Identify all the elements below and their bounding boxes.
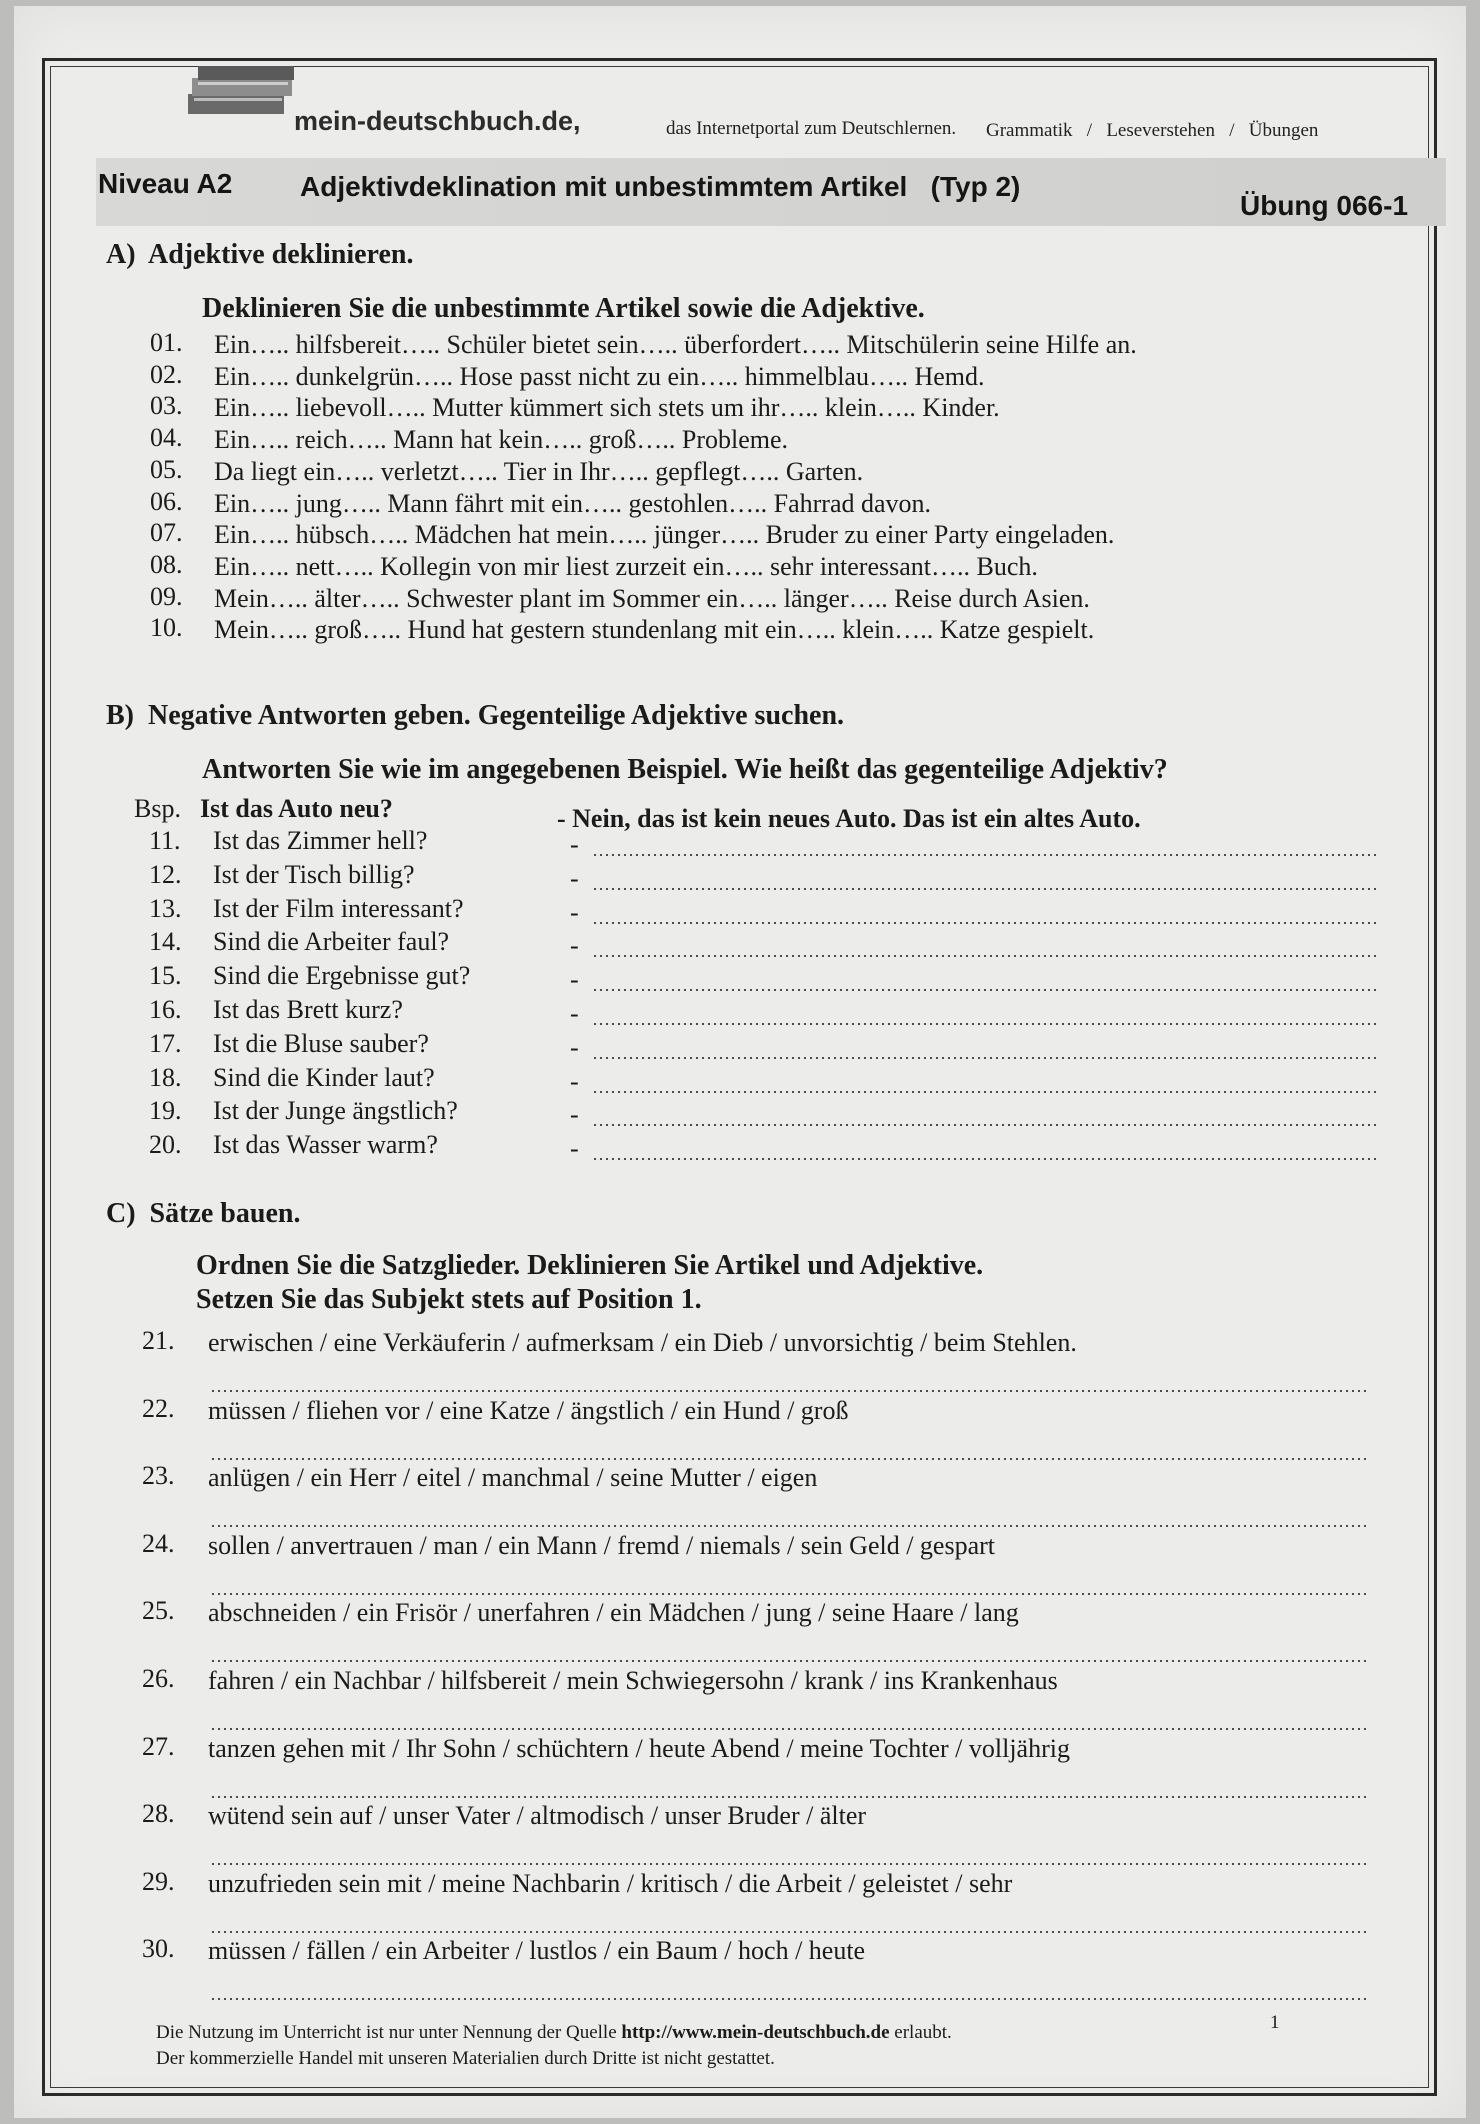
item-number: 30.: [142, 1934, 175, 1964]
item-sentence: Ein….. nett….. Kollegin von mir liest zurzeit ein….. sehr interessant….. Buch.: [214, 551, 1038, 581]
section-a-title: A) Adjektive deklinieren.: [106, 239, 414, 270]
item-question: Ist der Film interessant?: [213, 893, 464, 923]
answer-line[interactable]: [592, 1023, 1376, 1025]
answer-line[interactable]: [210, 1660, 1368, 1662]
nav-separator: /: [1086, 120, 1093, 141]
item-number: 23.: [142, 1461, 175, 1491]
answer-line[interactable]: [210, 1931, 1368, 1933]
answer-line[interactable]: [592, 1091, 1376, 1093]
item-number: 27.: [142, 1731, 175, 1761]
example-answer: - Nein, das ist kein neues Auto. Das ist ein altes Auto.: [557, 804, 1141, 833]
answer-line[interactable]: [592, 955, 1376, 957]
item-sentence: Ein….. hübsch….. Mädchen hat mein….. jünger….. Bruder zu einer Party eingeladen.: [214, 520, 1115, 550]
item-number: 17.: [149, 1028, 182, 1058]
item-number: 16.: [149, 995, 182, 1024]
item-question: Ist das Wasser warm?: [213, 1130, 438, 1160]
answer-dash: -: [570, 999, 579, 1028]
answer-dash: -: [570, 1032, 579, 1062]
level-label: Niveau A2: [98, 168, 233, 199]
item-number: 02.: [150, 359, 183, 389]
section-c-instruction-1: Ordnen Sie die Satzglieder. Deklinieren Sie Artikel und Adjektive.: [196, 1250, 984, 1281]
item-number: 04.: [150, 423, 183, 453]
nav-uebungen: Übungen: [1248, 120, 1319, 141]
item-number: 26.: [142, 1664, 175, 1693]
footer-url: http://www.mein-deutschbuch.de: [621, 2022, 890, 2043]
nav-leseverstehen: Leseverstehen: [1106, 120, 1215, 141]
answer-line[interactable]: [210, 1998, 1368, 2000]
item-number: 14.: [149, 927, 182, 957]
worksheet-page: [14, 6, 1466, 2118]
item-words: müssen / fällen / ein Arbeiter / lustlos / ein Baum / hoch / heute: [208, 1936, 866, 1966]
book-logo-icon: [184, 64, 302, 122]
item-number: 22.: [142, 1393, 175, 1423]
item-question: Sind die Arbeiter faul?: [213, 927, 450, 957]
footer-line-2: Der kommerzielle Handel mit unseren Materialien durch Dritte ist nicht gestattet.: [156, 2048, 775, 2069]
section-b-instruction: Antworten Sie wie im angegebenen Beispiel. Wie heißt das gegenteilige Adjektiv?: [202, 754, 1168, 785]
answer-line[interactable]: [592, 1057, 1376, 1059]
item-number: 21.: [142, 1326, 175, 1355]
answer-line[interactable]: [592, 922, 1376, 924]
site-brand: mein-deutschbuch.de,: [294, 106, 581, 136]
item-words: anlügen / ein Herr / eitel / manchmal / seine Mutter / eigen: [208, 1463, 818, 1493]
item-number: 05.: [150, 454, 183, 484]
footer-line-1: [156, 2022, 952, 2044]
item-number: 12.: [149, 859, 182, 889]
answer-line[interactable]: [592, 854, 1376, 856]
item-question: Ist der Junge ängstlich?: [213, 1096, 458, 1126]
item-number: 24.: [142, 1528, 175, 1558]
item-words: erwischen / eine Verkäuferin / aufmerksam / ein Dieb / unvorsichtig / beim Stehlen.: [208, 1328, 1077, 1357]
page-number: 1: [1270, 2012, 1280, 2033]
example-question: Ist das Auto neu?: [200, 794, 393, 823]
item-question: Ist das Zimmer hell?: [213, 826, 428, 855]
example-label: Bsp.: [134, 794, 181, 823]
answer-dash: -: [570, 965, 579, 995]
site-tagline: das Internetportal zum Deutschlernen.: [666, 118, 957, 139]
answer-dash: -: [570, 863, 579, 893]
item-sentence: Ein….. hilfsbereit….. Schüler bietet sein….. überfordert….. Mitschülerin seine Hilfe an.: [214, 330, 1137, 359]
answer-line[interactable]: [592, 1124, 1376, 1126]
exercise-number: Übung 066-1: [1240, 190, 1409, 221]
answer-dash: -: [570, 830, 579, 859]
item-sentence: Mein….. groß….. Hund hat gestern stundenlang mit ein….. klein….. Katze gespielt.: [214, 615, 1095, 645]
answer-line[interactable]: [210, 1728, 1368, 1730]
answer-line[interactable]: [210, 1390, 1368, 1392]
answer-line[interactable]: [210, 1458, 1368, 1460]
item-words: unzufrieden sein mit / meine Nachbarin / kritisch / die Arbeit / geleistet / sehr: [208, 1868, 1013, 1898]
item-number: 19.: [149, 1096, 182, 1126]
topic-title: Adjektivdeklination mit unbestimmtem Artikel (Typ 2): [300, 171, 1021, 202]
item-sentence: Ein….. liebevoll….. Mutter kümmert sich stets um ihr….. klein….. Kinder.: [214, 393, 1000, 423]
item-number: 28.: [142, 1799, 175, 1829]
item-words: abschneiden / ein Frisör / unerfahren / ein Mädchen / jung / seine Haare / lang: [208, 1598, 1019, 1628]
item-sentence: Ein….. dunkelgrün….. Hose passt nicht zu ein….. himmelblau….. Hemd.: [214, 361, 985, 391]
item-number: 20.: [149, 1130, 182, 1160]
item-words: müssen / fliehen vor / eine Katze / ängstlich / ein Hund / groß: [208, 1395, 849, 1425]
item-question: Ist die Bluse sauber?: [213, 1028, 429, 1058]
item-number: 10.: [150, 613, 183, 643]
item-question: Ist der Tisch billig?: [213, 859, 415, 889]
answer-dash: -: [570, 897, 579, 927]
section-b-title: B) Negative Antworten geben. Gegenteilige Adjektive suchen.: [106, 700, 845, 731]
item-number: 07.: [150, 518, 183, 548]
answer-dash: -: [570, 1134, 579, 1164]
item-words: tanzen gehen mit / Ihr Sohn / schüchtern / heute Abend / meine Tochter / volljährig: [208, 1733, 1070, 1763]
item-sentence: Ein….. jung….. Mann fährt mit ein….. gestohlen….. Fahrrad davon.: [214, 488, 932, 518]
item-number: 09.: [150, 581, 183, 611]
item-sentence: Mein….. älter….. Schwester plant im Sommer ein….. länger….. Reise durch Asien.: [214, 583, 1090, 613]
item-words: fahren / ein Nachbar / hilfsbereit / mein Schwiegersohn / krank / ins Krankenhaus: [208, 1666, 1058, 1695]
section-c-instruction-2: Setzen Sie das Subjekt stets auf Position 1.: [196, 1284, 702, 1315]
answer-line[interactable]: [210, 1796, 1368, 1798]
nav-grammatik: Grammatik: [986, 120, 1073, 141]
header-nav: [986, 120, 1318, 142]
item-number: 06.: [150, 486, 183, 516]
answer-line[interactable]: [592, 1158, 1376, 1160]
item-number: 13.: [149, 893, 182, 923]
answer-line[interactable]: [592, 888, 1376, 890]
answer-line[interactable]: [210, 1863, 1368, 1865]
footer-text-end: erlaubt.: [889, 2022, 952, 2043]
item-sentence: Da liegt ein….. verletzt….. Tier in Ihr….. gepflegt….. Garten.: [214, 456, 864, 486]
item-number: 01.: [150, 328, 183, 357]
answer-dash: -: [570, 1100, 579, 1130]
item-number: 25.: [142, 1596, 175, 1626]
item-question: Ist das Brett kurz?: [213, 995, 403, 1024]
answer-line[interactable]: [592, 989, 1376, 991]
item-number: 11.: [149, 826, 181, 855]
item-sentence: Ein….. reich….. Mann hat kein….. groß….. Probleme.: [214, 425, 789, 455]
section-c-title: C) Sätze bauen.: [106, 1198, 301, 1229]
item-question: Sind die Kinder laut?: [213, 1062, 435, 1092]
section-a-instruction: Deklinieren Sie die unbestimmte Artikel sowie die Adjektive.: [202, 293, 925, 324]
item-number: 29.: [142, 1866, 175, 1896]
item-number: 18.: [149, 1062, 182, 1092]
answer-line[interactable]: [210, 1525, 1368, 1527]
item-words: wütend sein auf / unser Vater / altmodisch / unser Bruder / älter: [208, 1801, 867, 1831]
item-number: 08.: [150, 549, 183, 579]
item-words: sollen / anvertrauen / man / ein Mann / fremd / niemals / sein Geld / gespart: [208, 1530, 996, 1560]
answer-dash: -: [570, 931, 579, 961]
nav-separator: /: [1229, 120, 1235, 141]
answer-dash: -: [570, 1066, 579, 1096]
item-number: 03.: [150, 391, 183, 421]
item-question: Sind die Ergebnisse gut?: [213, 961, 471, 991]
answer-line[interactable]: [210, 1593, 1368, 1595]
item-number: 15.: [149, 961, 182, 991]
footer-text: Die Nutzung im Unterricht ist nur unter Nennung der Quelle: [156, 2022, 622, 2043]
